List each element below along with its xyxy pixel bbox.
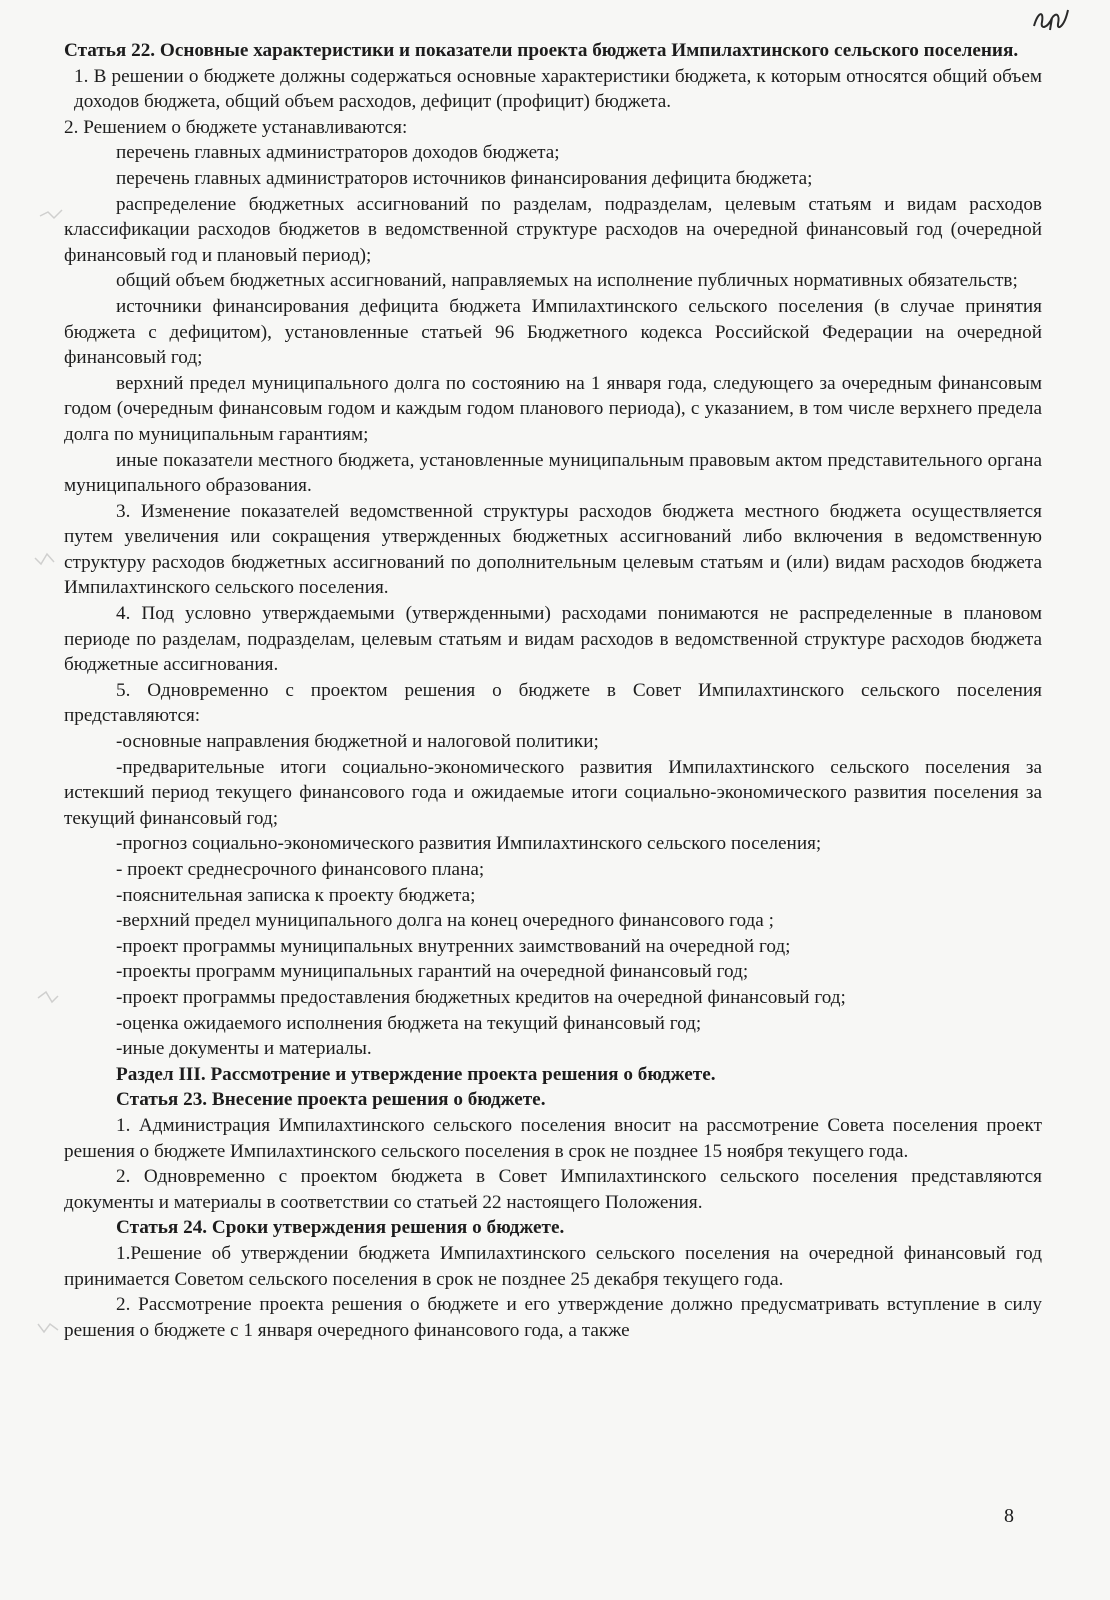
list-item: -проекты программ муниципальных гарантий на очередной финансовый год; [116, 961, 749, 983]
article-22-items-list [64, 140, 1042, 498]
list-item: -проект программы предоставления бюджетных кредитов на очередной финансовый год; [116, 986, 846, 1008]
handwritten-signature [1030, 4, 1072, 34]
article-24-title: Статья 24. Сроки утверждения решения о бюджете. [116, 1217, 565, 1239]
article-24-paragraph-2: 2. Рассмотрение проекта решения о бюджете и его утверждение должно предусматривать вступление в силу решения о бюджете с 1 января очередного финансового года, а также [64, 1294, 1042, 1341]
list-item: перечень главных администраторов доходов бюджета; [116, 142, 560, 164]
list-item: -проект программы муниципальных внутренних заимствований на очередной год; [116, 935, 791, 957]
list-item: - проект среднесрочного финансового плана; [116, 859, 485, 880]
article-22-documents-list [64, 729, 1042, 1062]
scan-speck [32, 548, 60, 570]
document-page [64, 38, 1042, 1343]
article-22-paragraph-5-intro: 5. Одновременно с проектом решения о бюджете в Совет Импилахтинского сельского поселения представляются: [64, 679, 1042, 727]
article-24-paragraph-1: 1.Решение об утверждении бюджета Импилахтинского сельского поселения на очередной финансовый год принимается Советом сельского поселения в срок не позднее 25 декабря текущего года. [64, 1242, 1042, 1290]
list-item: источники финансирования дефицита бюджета Импилахтинского сельского поселения (в случае принятия бюджета с дефицитом), установленные статьей 96 Бюджетного кодекса Российской Федерации на очередной финансовый год; [64, 295, 1042, 369]
list-item: распределение бюджетных ассигнований по разделам, подразделам, целевым статьям и видам расходов классификации расходов бюджетов в ведомственной структуре расходов на очередной финансовый год (очередной финансовый год и плановый период); [64, 193, 1042, 266]
list-item: -верхний предел муниципального долга на конец очередного финансового года ; [116, 910, 774, 932]
article-22-paragraph-3: 3. Изменение показателей ведомственной структуры расходов бюджета местного бюджета осуществляется путем увеличения или сокращения утвержденных бюджетных ассигнований либо включения в ведомственную структуру расходов бюджетных ассигнований по дополнительным целевым статьям и (или) видам расходов бюджета Импилахтинского сельского поселения. [64, 500, 1042, 599]
article-23-paragraph-2: 2. Одновременно с проектом бюджета в Совет Импилахтинского сельского поселения представляются документы и материалы в соответствии со статьей 22 настоящего Положения. [64, 1166, 1042, 1213]
article-22-paragraph-1: 1. В решении о бюджете должны содержаться основные характеристики бюджета, к которым относятся общий объем доходов бюджета, общий объем расходов, дефицит (профицит) бюджета. [74, 65, 1042, 113]
article-22-title: Статья 22. Основные характеристики и показатели проекта бюджета Импилахтинского сельского поселения. [64, 40, 1019, 61]
scan-speck [38, 204, 66, 226]
list-item: -прогноз социально-экономического развития Импилахтинского сельского поселения; [116, 833, 822, 855]
list-item: -оценка ожидаемого исполнения бюджета на текущий финансовый год; [116, 1012, 702, 1034]
list-item: -иные документы и материалы. [116, 1038, 372, 1060]
article-22-paragraph-2-intro: 2. Решением о бюджете устанавливаются: [64, 116, 408, 138]
list-item: -основные направления бюджетной и налоговой политики; [116, 731, 599, 753]
list-item: перечень главных администраторов источников финансирования дефицита бюджета; [116, 167, 813, 189]
list-item: иные показатели местного бюджета, установленные муниципальным правовым актом представительного органа муниципального образования. [64, 449, 1042, 497]
page-number: 8 [1004, 1505, 1014, 1527]
list-item: -предварительные итоги социально-экономического развития Импилахтинского сельского поселения за истекший период текущего финансового года и ожидаемые итоги социально-экономического развития поселения за текущий финансовый год; [64, 756, 1042, 829]
list-item: -пояснительная записка к проекту бюджета; [116, 884, 476, 906]
list-item: верхний предел муниципального долга по состоянию на 1 января года, следующего за очередным финансовым годом (очередным финансовым годом и каждым годом планового периода), с указанием, в том числе верхнего предела долга по муниципальным гарантиям; [64, 372, 1042, 445]
scan-speck [34, 1316, 62, 1338]
scan-speck [34, 986, 62, 1008]
article-22-paragraph-4: 4. Под условно утверждаемыми (утвержденными) расходами понимаются не распределенные в плановом периоде по разделам, подразделам, целевым статьям и видам расходов в ведомственной структуре расходов бюджета бюджетные ассигнования. [64, 603, 1042, 676]
article-23-paragraph-1: 1. Администрация Импилахтинского сельского поселения вносит на рассмотрение Совета поселения проект решения о бюджете Импилахтинского сельского поселения в срок не позднее 15 ноября текущего года. [64, 1114, 1042, 1162]
section-3-title: Раздел III. Рассмотрение и утверждение проекта решения о бюджете. [116, 1063, 716, 1085]
list-item: общий объем бюджетных ассигнований, направляемых на исполнение публичных нормативных обязательств; [116, 270, 1018, 292]
article-23-title: Статья 23. Внесение проекта решения о бюджете. [116, 1089, 546, 1111]
